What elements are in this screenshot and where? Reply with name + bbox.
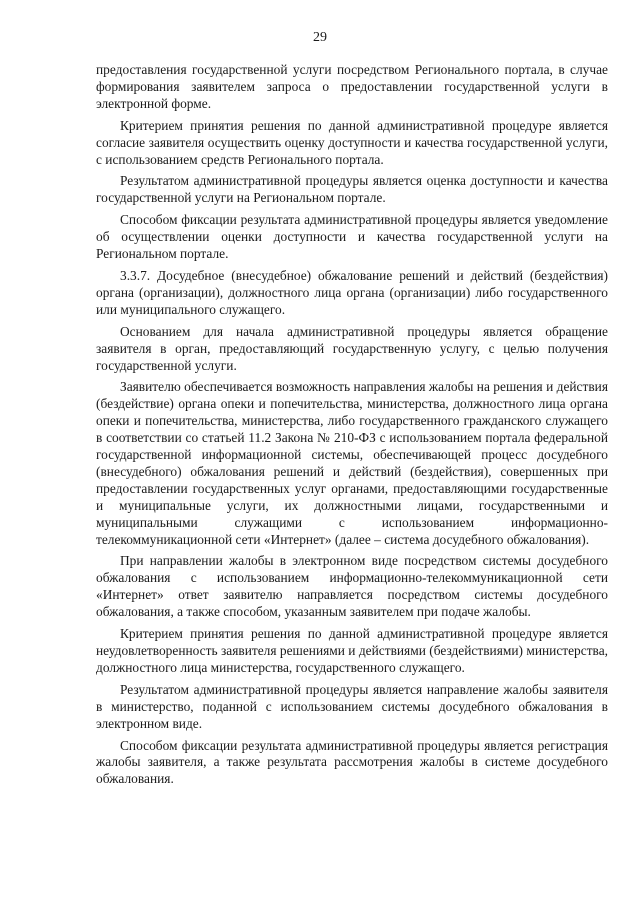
paragraph: Критерием принятия решения по данной административной процедуре является согласие заявителя осуществить оценку доступности и качества государственной услуги, с использованием средств Регионального портала. — [96, 117, 608, 167]
paragraph: Критерием принятия решения по данной административной процедуре является неудовлетворенность заявителя решениями и действиями (бездействиями) министерства, должностного лица министерства, государственного служащего. — [96, 626, 608, 675]
paragraph: Способом фиксации результата административной процедуры является уведомление об осуществлении оценки доступности и качества государственной услуги на Региональном портале. — [96, 212, 608, 262]
paragraph-continuation: предоставления государственной услуги посредством Регионального портала, в случае формирования заявителем запроса о предоставлении государственной услуги в электронной форме. — [96, 62, 608, 111]
paragraph: Заявителю обеспечивается возможность направления жалобы на решения и действия (бездействие) органа опеки и попечительства, министерства, должностного лица органа опеки и попечительства, министерства, либо государственного гражданского служащего в соответствии со статьей 11.2 Закона № 210-ФЗ с использованием портала федеральной государственной информационной системы, обеспечивающей процесс досудебного (внесудебного) обжалования решений и действий (бездействия), совершенных при предоставлении государственных услуг органами, предоставляющими государственные и муниципальные услуги, их должностными лицами, государственными и муниципальными служащими с использованием информационно-телекоммуникационной сети «Интернет» (далее – система досудебного обжалования). — [96, 379, 608, 547]
paragraph: При направлении жалобы в электронном виде посредством системы досудебного обжалования с использованием информационно-телекоммуникационной сети «Интернет» ответ заявителю направляется посредством системы досудебного обжалования, а также способом, указанным заявителем при подаче жалобы. — [96, 553, 608, 620]
document-body — [96, 62, 608, 793]
paragraph: Результатом административной процедуры является направление жалобы заявителя в министерство, поданной с использованием системы досудебного обжалования в электронном виде. — [96, 681, 608, 731]
page-number: 29 — [313, 30, 327, 45]
paragraph: Способом фиксации результата административной процедуры является регистрация жалобы заявителя, а также результата рассмотрения жалобы в системе досудебного обжалования. — [96, 737, 608, 787]
paragraph: Результатом административной процедуры является оценка доступности и качества государственной услуги на Региональном портале. — [96, 173, 608, 206]
paragraph: Основанием для начала административной процедуры является обращение заявителя в орган, предоставляющий государственную услугу, с целью получения государственной услуги. — [96, 323, 608, 373]
section-heading-paragraph: 3.3.7. Досудебное (внесудебное) обжалование решений и действий (бездействия) органа (организации), должностного лица органа (организации) либо государственного или муниципального служащего. — [96, 267, 608, 317]
